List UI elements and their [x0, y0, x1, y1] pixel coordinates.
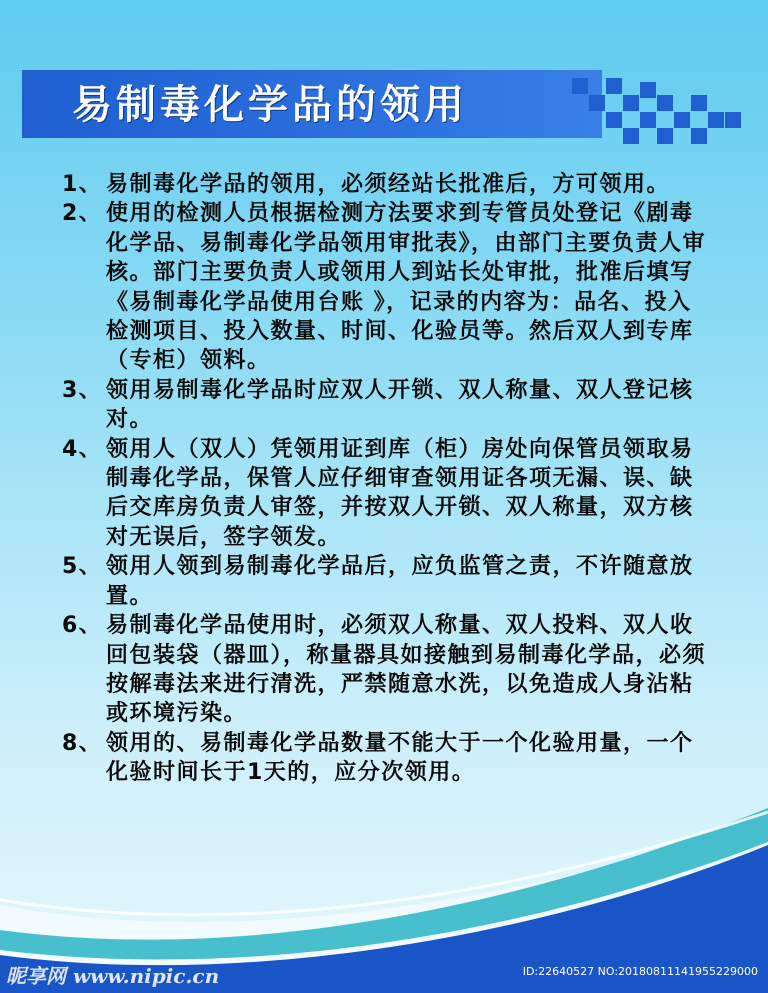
- rule-text: 易制毒化学品使用时，必须双人称量、双人投料、双人收回包装袋（器皿），称量器具如接触到易制毒化学品，必须按解毒法来进行清洗，严禁随意水洗，以免造成人身沾粘或环境污染。: [106, 613, 707, 727]
- watermark: 昵享网 www.nipic.cn: [6, 964, 220, 988]
- rule-text: 领用易制毒化学品时应双人开锁、双人称量、双人登记核对。: [106, 377, 694, 433]
- rule-number: 5、: [62, 554, 103, 580]
- rule-text: 领用人（双人）凭领用证到库（柜）房处向保管员领取易制毒化学品，保管人应仔细审查领用证各项无漏、误、缺后交库房负责人审签，并按双人开锁、双人称量，双方核对无误后，签字领发。: [106, 436, 694, 550]
- rule-number: 8、: [62, 730, 103, 756]
- rule-number: 2、: [62, 201, 103, 227]
- rule-number: 1、: [62, 172, 103, 197]
- rule-text: 易制毒化学品的领用，必须经站长批准后，方可领用。: [106, 172, 671, 197]
- rule-number: 6、: [62, 613, 103, 639]
- rule-text: 领用的、易制毒化学品数量不能大于一个化验用量，一个化验时间长于1天的，应分次领用。: [106, 730, 694, 786]
- rule-number: 3、: [62, 377, 103, 403]
- image-id-text: ID:22640527 NO:20180811141955229000: [522, 965, 758, 978]
- page-title: 易制毒化学品的领用: [72, 81, 468, 128]
- rule-text: 领用人领到易制毒化学品后，应负监管之责，不许随意放置。: [106, 554, 694, 609]
- rule-text: 使用的检测人员根据检测方法要求到专管员处登记《剧毒化学品、易制毒化学品领用审批表》，由部门主要负责人审核。部门主要负责人或领用人到站长处审批，批准后填写《易制毒化学品使用台账 》，记录的内容为：品名、投入检测项目、投入数量、时间、化验员等。然后双人到专库（专柜）领料。: [106, 201, 707, 374]
- rule-number: 4、: [62, 436, 103, 462]
